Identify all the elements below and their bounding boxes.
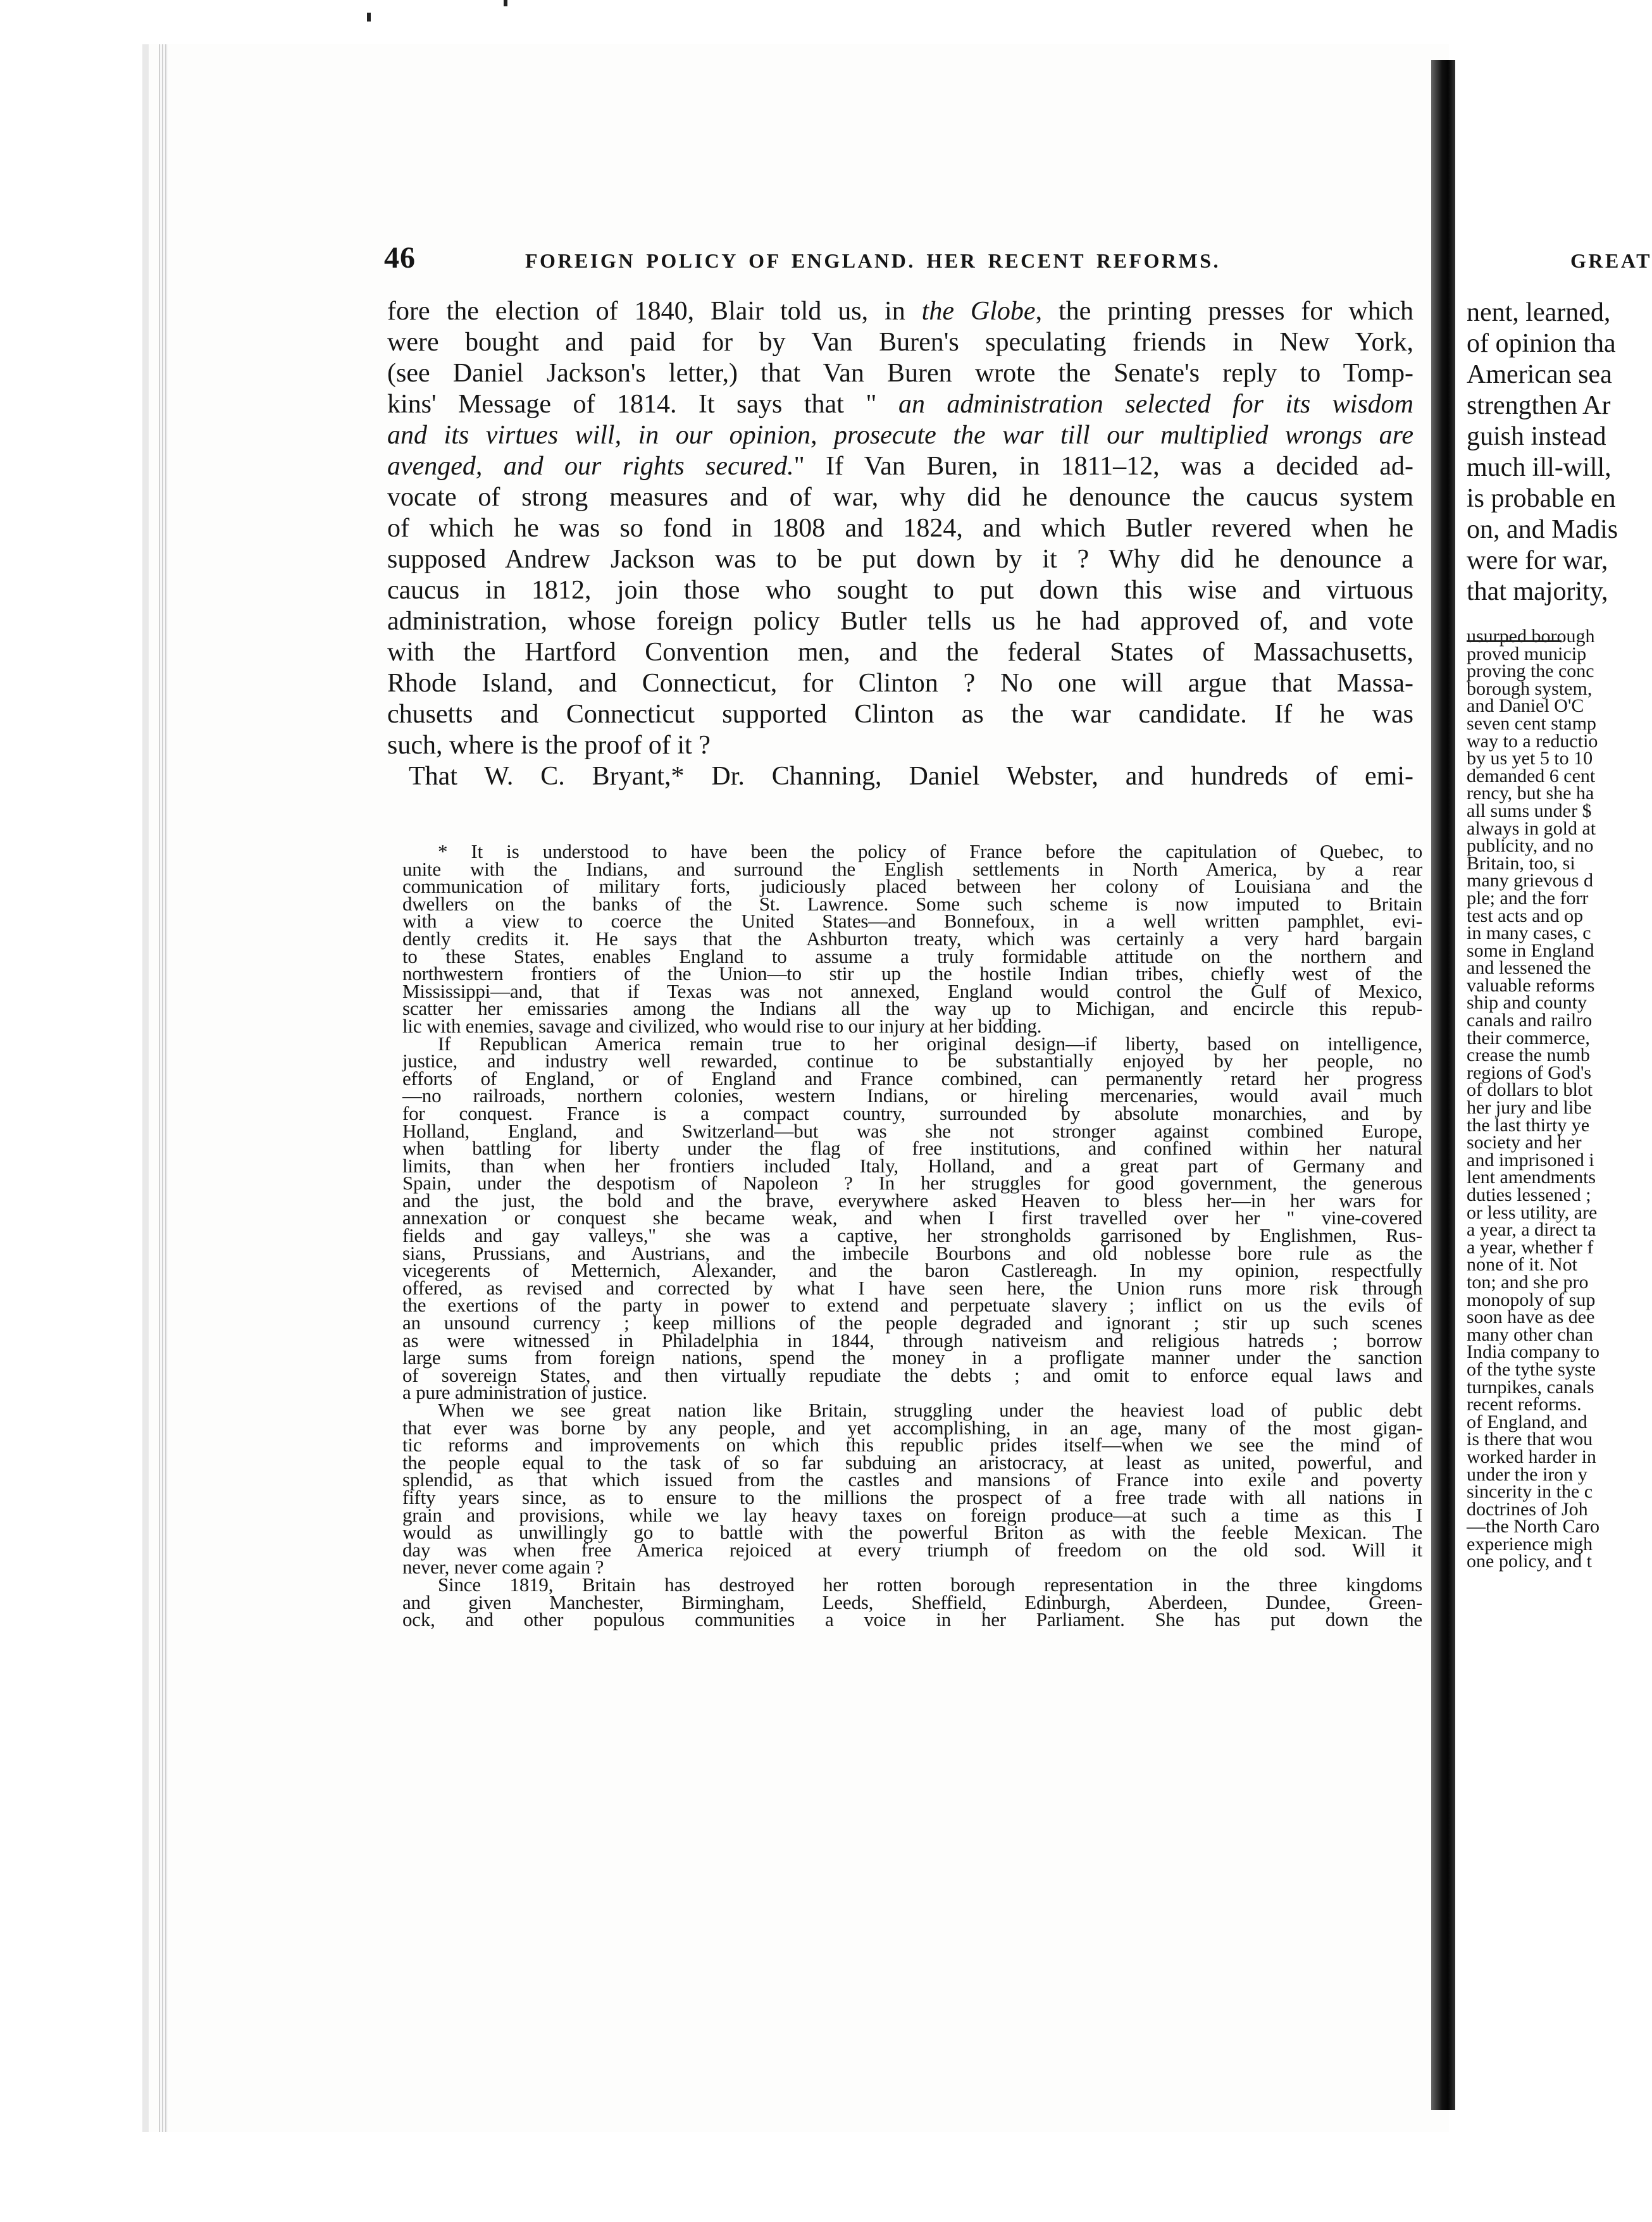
facing-body-line: nent, learned, — [1467, 298, 1611, 327]
footnote-line: when battling for liberty under the flag of free institutions, and confined within her natural — [402, 1137, 1422, 1160]
facing-body-line: guish instead — [1467, 422, 1606, 451]
footnote-line: Mississippi—and, that if Texas was not annexed, England would control the Gulf of Mexico, — [402, 979, 1422, 1002]
footnote-line: fields and gay valleys," she was a captive, her strongholds garrisoned by Englishmen, Rus- — [402, 1224, 1422, 1247]
footnote-line: justice, and industry well rewarded, continue to be substantially enjoyed by her people, no — [402, 1050, 1422, 1072]
facing-footnote-line: Britain, too, si — [1467, 852, 1575, 874]
facing-running-title: GREAT — [1570, 249, 1652, 272]
facing-footnote-line: many grievous d — [1467, 870, 1593, 891]
facing-footnote-line: of England, and — [1467, 1411, 1587, 1432]
body-line: vocate of strong measures and of war, why did he denounce the caucus system — [387, 483, 1413, 512]
facing-footnote-line: worked harder in — [1467, 1446, 1596, 1467]
body-line: were bought and paid for by Van Buren's speculating friends in New York, — [387, 328, 1413, 357]
footnote-line: scatter her emissaries among the Indians all the way up to Michigan, and encircle this repub- — [402, 997, 1422, 1020]
facing-footnote-line: way to a reductio — [1467, 730, 1598, 752]
footnote-line: unite with the Indians, and surround the English settlements in North America, by a rear — [402, 857, 1422, 880]
facing-footnote-line: none of it. Not — [1467, 1254, 1577, 1275]
facing-footnote-line: ple; and the forr — [1467, 887, 1589, 909]
facing-body-line: is probable en — [1467, 484, 1616, 513]
footnote-line: splendid, as that which issued from the castles and mansions of France into exile and poverty — [402, 1468, 1422, 1491]
body-line: That W. C. Bryant,* Dr. Channing, Daniel Webster, and hundreds of emi- — [409, 762, 1413, 791]
footnote-line: with a view to coerce the United States—and Bonnefoux, in a well written pamphlet, evi- — [402, 910, 1422, 933]
facing-footnote-line: proved municip — [1467, 643, 1587, 664]
footnote-line: communication of military forts, judiciously placed between her colony of Louisiana and the — [402, 875, 1422, 898]
footnote-line: fifty years since, as to ensure to the millions the prospect of a free trade with all nations in — [402, 1486, 1422, 1508]
facing-footnote-line: ship and county — [1467, 992, 1587, 1014]
facing-page-column — [1467, 297, 1650, 1570]
facing-footnote-line: their commerce, — [1467, 1027, 1590, 1048]
facing-footnote-line: valuable reforms — [1467, 974, 1595, 996]
footnote-line: grain and provisions, while we lay heavy taxes on foreign produce—at such a time as this I — [402, 1503, 1422, 1526]
footnote-line: sians, Prussians, and Austrians, and the imbecile Bourbons and old noblesse bore rule as the — [402, 1241, 1422, 1264]
footnote-line: limits, than when her frontiers included Italy, Holland, and a great part of Germany and — [402, 1154, 1422, 1177]
facing-footnote-line: a year, whether f — [1467, 1236, 1594, 1258]
body-line: supposed Andrew Jackson was to be put down by it ? Why did he denounce a — [387, 545, 1413, 574]
facing-footnote-line: of dollars to blot — [1467, 1079, 1593, 1101]
footnote-line: and the just, the bold and the brave, everywhere asked Heaven to bless her—in her wars for — [402, 1189, 1422, 1212]
footnote-line: for conquest. France is a compact country, surrounded by absolute monarchies, and by — [402, 1102, 1422, 1124]
footnote-line: the exertions of the party in power to extend and perpetuate slavery ; inflict on us the evils of — [402, 1294, 1422, 1317]
facing-footnote-line: seven cent stamp — [1467, 712, 1596, 734]
facing-footnote-line: all sums under $ — [1467, 800, 1592, 821]
facing-footnote-line: proving the conc — [1467, 661, 1594, 682]
facing-footnote-line: society and her — [1467, 1132, 1582, 1153]
running-title: FOREIGN POLICY OF ENGLAND. HER RECENT REFORMS. — [525, 249, 1220, 272]
footnote-line: annexation or conquest she became weak, and when I first travelled over her " vine-covered — [402, 1207, 1422, 1229]
facing-footnote-line: a year, a direct ta — [1467, 1219, 1596, 1241]
facing-footnote-line: of the tythe syste — [1467, 1358, 1596, 1380]
body-line: caucus in 1812, join those who sought to put down this wise and virtuous — [387, 576, 1413, 605]
footnote-line: tic reforms and improvements on which this republic prides itself—when we see the mind of — [402, 1434, 1422, 1456]
facing-footnote-line: or less utility, are — [1467, 1201, 1598, 1223]
body-line: administration, whose foreign policy Butler tells us he had approved of, and vote — [387, 607, 1413, 636]
facing-page-footnote — [1467, 628, 1650, 1570]
footnote-line: that ever was borne by any people, and yet accomplishing, in an age, many of the most gigan- — [402, 1416, 1422, 1439]
scan-margin-top — [0, 0, 1643, 44]
footnote-line: as were witnessed in Philadelphia in 1844, through nativeism and religious hatreds ; borrow — [402, 1329, 1422, 1351]
body-line: and its virtues will, in our opinion, prosecute the war till our multiplied wrongs are — [387, 421, 1413, 450]
footnote-line: dently credits it. He says that the Ashburton treaty, which was certainly a very hard bargain — [402, 927, 1422, 950]
footnote-line: a pure administration of justice. — [402, 1381, 647, 1404]
facing-footnote-line: publicity, and no — [1467, 835, 1594, 857]
footnote-line: ock, and other populous communities a voice in her Parliament. She has put down the — [402, 1608, 1422, 1631]
footnote-line: the people equal to the task of so far subduing an aristocracy, at least as united, powerful, and — [402, 1451, 1422, 1474]
facing-body-line: strengthen Ar — [1467, 391, 1611, 420]
facing-footnote-line: in many cases, c — [1467, 922, 1591, 944]
facing-footnote-line: duties lessened ; — [1467, 1184, 1591, 1205]
body-line: fore the election of 1840, Blair told us, in the Globe, the printing presses for which — [387, 297, 1413, 326]
footnote-line: dwellers on the banks of the St. Lawrence. Some such scheme is now imputed to Britain — [402, 892, 1422, 915]
facing-footnote-line: always in gold at — [1467, 817, 1596, 839]
facing-footnote-line: test acts and op — [1467, 905, 1584, 926]
facing-body-line: on, and Madis — [1467, 515, 1618, 544]
footnote-line: and given Manchester, Birmingham, Leeds, Sheffield, Edinburgh, Aberdeen, Dundee, Green- — [402, 1591, 1422, 1613]
body-line: chusetts and Connecticut supported Clinton as the war candidate. If he was — [387, 700, 1413, 729]
facing-footnote-line: some in England — [1467, 940, 1594, 961]
footnote-line: efforts of England, or of England and France combined, can permanently retard her progress — [402, 1067, 1422, 1089]
facing-body-line: that majority, — [1467, 577, 1608, 606]
footnote-line: * It is understood to have been the policy of France before the capitulation of Quebec, to — [438, 840, 1422, 862]
facing-footnote-line: crease the numb — [1467, 1045, 1590, 1066]
facing-footnote-line: her jury and libe — [1467, 1097, 1592, 1119]
facing-footnote-line: —the North Caro — [1467, 1516, 1599, 1537]
facing-body-line: of opinion tha — [1467, 329, 1616, 358]
facing-footnote-line: rency, but she ha — [1467, 783, 1594, 804]
footnote-line: large sums from foreign nations, spend the money in a profligate manner under the sanction — [402, 1346, 1422, 1369]
facing-footnote-line: experience migh — [1467, 1533, 1593, 1555]
footnote-line: —no railroads, northern colonies, western Indians, or hireling mercenaries, would avail much — [402, 1084, 1422, 1107]
body-line: avenged, and our rights secured." If Van Buren, in 1811–12, was a decided ad- — [387, 452, 1413, 481]
scan-speck — [367, 13, 371, 22]
facing-page-footnote-rule — [1467, 640, 1562, 642]
facing-footnote-line: ton; and she pro — [1467, 1271, 1589, 1293]
facing-body-line: much ill-will, — [1467, 453, 1612, 482]
facing-footnote-line: soon have as dee — [1467, 1307, 1595, 1328]
footnote-line: never, never come again ? — [402, 1556, 604, 1579]
footnote-line: Since 1819, Britain has destroyed her rotten borough representation in the three kingdoms — [438, 1573, 1422, 1596]
facing-footnote-line: demanded 6 cent — [1467, 765, 1596, 786]
footnote-line: vicegerents of Metternich, Alexander, and the baron Castlereagh. In my opinion, respectfully — [402, 1259, 1422, 1282]
facing-footnote-line: and imprisoned i — [1467, 1149, 1594, 1170]
footnote — [402, 840, 1422, 1631]
body-line: such, where is the proof of it ? — [387, 731, 711, 760]
facing-footnote-line: and Daniel O'C — [1467, 695, 1584, 717]
footnote-line: If Republican America remain true to her original design—if liberty, based on intelligence, — [438, 1032, 1422, 1055]
facing-footnote-line: by us yet 5 to 10 — [1467, 748, 1593, 769]
body-line: of which he was so fond in 1808 and 1824, and which Butler revered when he — [387, 514, 1413, 543]
book-gutter — [1431, 60, 1455, 2110]
facing-body-line: were for war, — [1467, 546, 1608, 575]
facing-footnote-line: regions of God's — [1467, 1062, 1592, 1083]
footnote-line: lic with enemies, savage and civilized, who would rise to our injury at her bidding. — [402, 1014, 1042, 1037]
facing-footnote-line: canals and railro — [1467, 1010, 1593, 1031]
footnote-line: offered, as revised and corrected by what I have seen here, the Union runs more risk through — [402, 1276, 1422, 1299]
footnote-line: would as unwillingly go to battle with the powerful Briton as with the feeble Mexican. The — [402, 1521, 1422, 1544]
body-line: (see Daniel Jackson's letter,) that Van Buren wrote the Senate's reply to Tomp- — [387, 359, 1413, 388]
facing-footnote-line: the last thirty ye — [1467, 1114, 1590, 1136]
facing-footnote-line: usurped borough — [1467, 626, 1595, 647]
footnote-line: an unsound currency ; keep millions of the people degraded and ignorant ; stir up such scenes — [402, 1312, 1422, 1334]
facing-footnote-line: borough system, — [1467, 678, 1593, 699]
facing-footnote-line: is there that wou — [1467, 1429, 1593, 1450]
facing-footnote-line: monopoly of sup — [1467, 1289, 1596, 1310]
facing-footnote-line: India company to — [1467, 1341, 1599, 1363]
facing-page-body-text — [1467, 297, 1650, 607]
body-line: Rhode Island, and Connecticut, for Clinton ? No one will argue that Massa- — [387, 669, 1413, 698]
facing-footnote-line: sincerity in the c — [1467, 1481, 1593, 1503]
scan-speck — [504, 0, 507, 6]
footnote-line: When we see great nation like Britain, struggling under the heaviest load of public debt — [438, 1399, 1422, 1421]
facing-footnote-line: recent reforms. — [1467, 1394, 1582, 1415]
facing-footnote-line: one policy, and t — [1467, 1551, 1593, 1572]
body-text — [387, 296, 1413, 792]
facing-footnote-line: lent amendments — [1467, 1167, 1596, 1188]
footnote-line: day was when free America rejoiced at every triumph of freedom on the old sod. Will it — [402, 1538, 1422, 1561]
facing-footnote-line: under the iron y — [1467, 1463, 1587, 1485]
page-number: 46 — [384, 241, 416, 275]
facing-footnote-line: doctrines of Joh — [1467, 1498, 1588, 1520]
facing-body-line: American sea — [1467, 360, 1612, 389]
footnote-line: northwestern frontiers of the Union—to stir up the hostile Indian tribes, chiefly west of the — [402, 962, 1422, 985]
facing-footnote-line: many other chan — [1467, 1324, 1593, 1345]
body-line: with the Hartford Convention men, and the federal States of Massachusetts, — [387, 638, 1413, 667]
facing-footnote-line: and lessened the — [1467, 957, 1591, 979]
footnote-line: of sovereign States, and then virtually repudiate the debts ; and omit to enforce equal laws and — [402, 1363, 1422, 1386]
facing-footnote-line: turnpikes, canals — [1467, 1376, 1594, 1398]
footnote-line: to these States, enables England to assume a truly formidable attitude on the northern and — [402, 945, 1422, 967]
footnote-line: Spain, under the despotism of Napoleon ? In her struggles for good government, the generous — [402, 1172, 1422, 1195]
footnote-line: Holland, England, and Switzerland—but was she not stronger against combined Europe, — [402, 1119, 1422, 1142]
body-line: kins' Message of 1814. It says that " an administration selected for its wisdom — [387, 390, 1414, 419]
